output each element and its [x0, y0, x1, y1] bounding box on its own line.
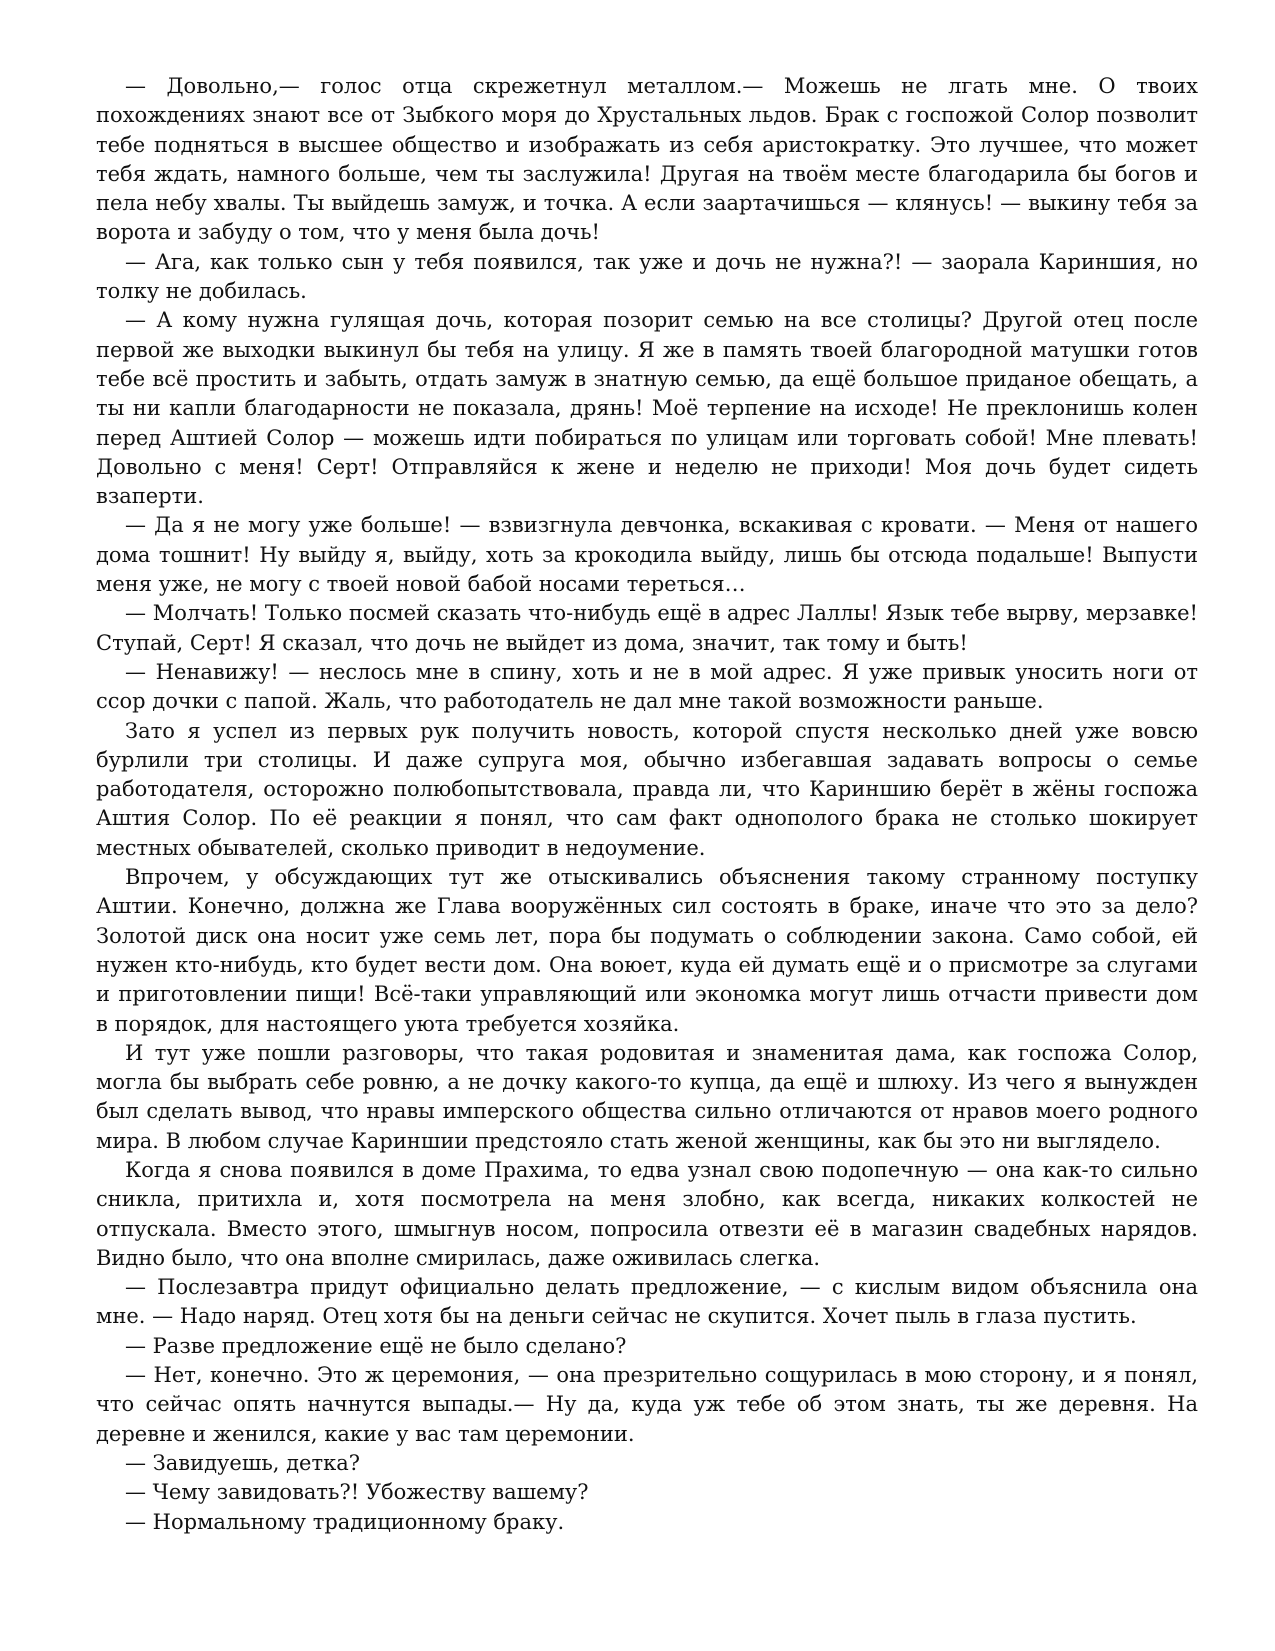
paragraph: — Ага, как только сын у тебя появился, так уже и дочь не нужна?! — заорала Кариншия, но толку не добилась.	[96, 249, 1198, 304]
paragraph: — Нет, конечно. Это ж церемония, — она презрительно сощурилась в мою сторону, и я понял, что сейчас опять начнутся выпады.— Ну да, куда уж тебе об этом знать, ты же деревня. На деревне и женился, какие у вас там церемонии.	[96, 1363, 1198, 1446]
paragraph: Когда я снова появился в доме Прахима, то едва узнал свою подопечную — она как-то сильно сникла, притихла и, хотя посмотрела на меня злобно, как всегда, никаких колкостей не отпускала. Вместо этого, шмыгнув носом, попросила отвезти её в магазин свадебных нарядов. Видно было, что она вполне смирилась, даже оживилась слегка.	[96, 1157, 1198, 1270]
paragraph: — Чему завидовать?! Убожеству вашему?	[125, 1480, 589, 1505]
paragraph: И тут уже пошли разговоры, что такая родовитая и знаменитая дама, как госпожа Солор, могла бы выбрать себе ровню, а не дочку какого-то купца, да ещё и шлюху. Из чего я вынужден был сделать вывод, что нравы имперского общества сильно отличаются от нравов моего родного мира. В любом случае Кариншии предстояло стать женой женщины, как бы это ни выглядело.	[96, 1040, 1198, 1153]
paragraph: — Молчать! Только посмей сказать что-нибудь ещё в адрес Лаллы! Язык тебе вырву, мерзавке! Ступай, Серт! Я сказал, что дочь не выйдет из дома, значит, так тому и быть!	[96, 601, 1198, 655]
paragraph: — Довольно,— голос отца скрежетнул металлом.— Можешь не лгать мне. О твоих похождениях знают все от Зыбкого моря до Хрустальных льдов. Брак с госпожой Солор позволит тебе подняться в высшее общество и изображать из себя аристократку. Это лучшее, что может тебя ждать, намного больше, чем ты заслужила! Другая на твоём месте благодарила бы богов и пела небу хвалы. Ты выйдешь замуж, и точка. А если заартачишься — клянусь! — выкину тебя за ворота и забуду о том, что у меня была дочь!	[96, 74, 1198, 245]
paragraph: — А кому нужна гулящая дочь, которая позорит семью на все столицы? Другой отец после первой же выходки выкинул бы тебя на улицу. Я же в память твоей благородной матушки готов тебе всё простить и забыть, отдать замуж в знатную семью, да ещё большое приданое обещать, а ты ни капли благодарности не показала, дрянь! Моё терпение на исходе! Не преклонишь колен перед Аштией Солор — можешь идти побираться по улицам или торговать собой! Мне плевать! Довольно с меня! Серт! Отправляйся к жене и неделю не приходи! Моя дочь будет сидеть взаперти.	[96, 308, 1198, 509]
paragraph: Зато я успел из первых рук получить новость, которой спустя несколько дней уже вовсю бурлили три столицы. И даже супруга моя, обычно избегавшая задавать вопросы о семье работодателя, осторожно полюбопытствовала, правда ли, что Кариншию берёт в жёны госпожа Аштия Солор. По её реакции я понял, что сам факт однополого брака не столько шокирует местных обывателей, сколько приводит в недоумение.	[96, 718, 1198, 860]
paragraph: — Да я не могу уже больше! — взвизгнула девчонка, вскакивая с кровати. — Меня от нашего дома тошнит! Ну выйду я, выйду, хоть за крокодила выйду, лишь бы отсюда подальше! Выпусти меня уже, не могу с твоей новой бабой носами тереться…	[96, 513, 1198, 597]
paragraph: — Разве предложение ещё не было сделано?	[125, 1333, 627, 1358]
paragraph: — Нормальному традиционному браку.	[125, 1509, 565, 1534]
page-text	[96, 72, 1198, 1537]
paragraph: — Ненавижу! — неслось мне в спину, хоть и не в мой адрес. Я уже привык уносить ноги от ссор дочки с папой. Жаль, что работодатель не дал мне такой возможности раньше.	[96, 659, 1198, 714]
paragraph: — Завидуешь, детка?	[125, 1450, 360, 1475]
paragraph: — Послезавтра придут официально делать предложение, — с кислым видом объяснила она мне. — Надо наряд. Отец хотя бы на деньги сейчас не скупится. Хочет пыль в глаза пустить.	[96, 1275, 1198, 1329]
paragraph: Впрочем, у обсуждающих тут же отыскивались объяснения такому странному поступку Аштии. Конечно, должна же Глава вооружённых сил состоять в браке, иначе что это за дело? Золотой диск она носит уже семь лет, пора бы подумать о соблюдении закона. Само собой, ей нужен кто-нибудь, кто будет вести дом. Она воюет, куда ей думать ещё и о присмотре за слугами и приготовлении пищи! Всё-таки управляющий или экономка могут лишь отчасти привести дом в порядок, для настоящего уюта требуется хозяйка.	[96, 865, 1198, 1036]
